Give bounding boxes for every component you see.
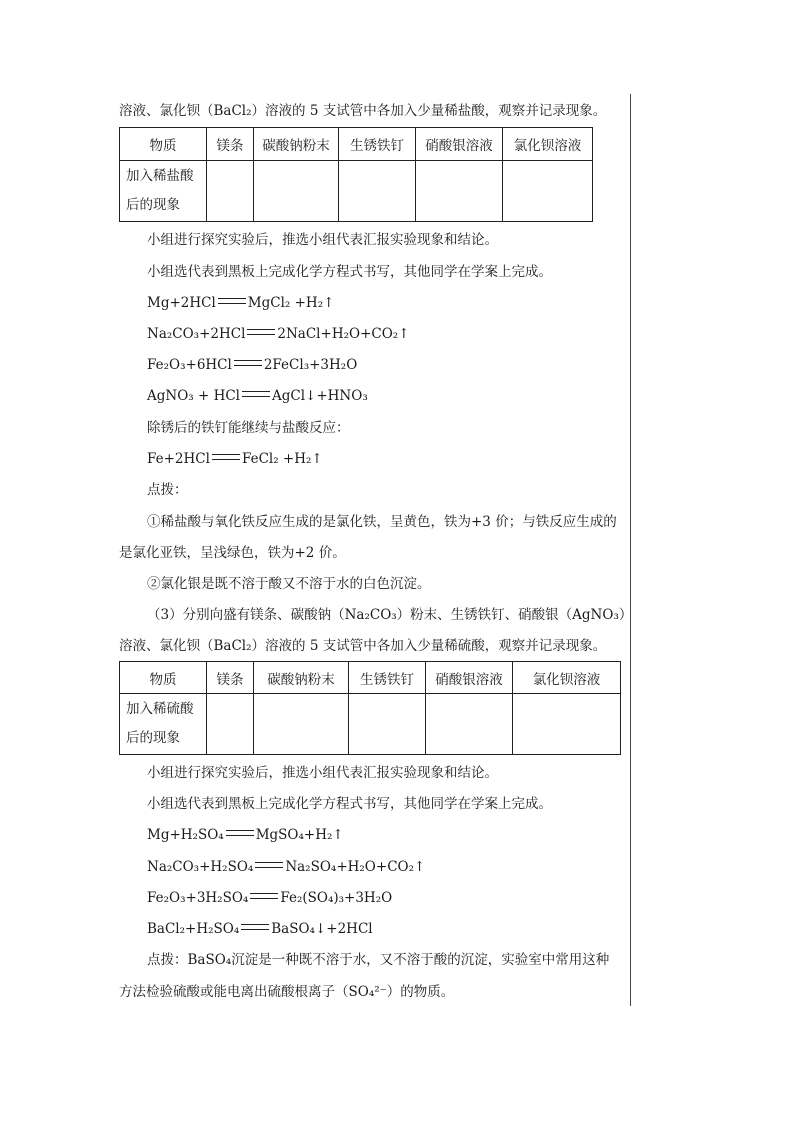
question-text: 溶液、氯化钡（BaCl₂）溶液的 5 支试管中各加入少量稀硫酸，观察并记录现象。 (119, 638, 607, 654)
table-row-label: 加入稀硫酸 后的现象 (120, 694, 207, 755)
hint-text: ②氯化银是既不溶于酸又不溶于水的白色沉淀。 (147, 576, 431, 592)
equation: BaCl₂+H₂SO₄ BaSO₄↓+2HCl (147, 921, 373, 937)
paragraph: 小组选代表到黑板上完成化学方程式书写，其他同学在学案上完成。 (147, 264, 552, 280)
hint-label: 点拨： (147, 482, 188, 498)
table-cell (349, 694, 426, 755)
table-header: 氯化钡溶液 (513, 662, 621, 694)
table-cell (426, 694, 513, 755)
equation: Na₂CO₃+H₂SO₄ Na₂SO₄+H₂O+CO₂↑ (147, 859, 426, 875)
table-cell (254, 161, 339, 222)
table-header: 物质 (120, 128, 207, 161)
table-header: 镁条 (207, 662, 254, 694)
equation: Na₂CO₃+2HCl 2NaCl+H₂O+CO₂↑ (147, 326, 410, 342)
table-row-label: 加入稀盐酸 后的现象 (120, 161, 207, 222)
margin-rule (630, 94, 631, 1006)
table-header: 碳酸钠粉末 (254, 128, 339, 161)
paragraph: 除锈后的铁钉能继续与盐酸反应： (147, 420, 350, 436)
table-header: 镁条 (207, 128, 254, 161)
equation: Mg+2HCl MgCl₂ +H₂↑ (147, 295, 335, 311)
hint-text: ①稀盐酸与氧化铁反应生成的是氯化铁，呈黄色，铁为+3 价；与铁反应生成的 (147, 514, 617, 530)
table-header: 物质 (120, 662, 207, 694)
table-header: 硝酸银溶液 (416, 128, 503, 161)
equation: AgNO₃ + HCl AgCl↓+HNO₃ (147, 388, 368, 404)
paragraph: 小组进行探究实验后，推选小组代表汇报实验现象和结论。 (147, 765, 498, 781)
hydrochloric-acid-table (119, 127, 593, 222)
sulfuric-acid-table (119, 661, 621, 755)
table-cell (207, 694, 254, 755)
equation: Fe+2HCl FeCl₂ +H₂↑ (147, 451, 323, 467)
table-header: 生锈铁钉 (349, 662, 426, 694)
hint-text: 是氯化亚铁，呈浅绿色，铁为+2 价。 (119, 545, 346, 561)
table-cell (513, 694, 621, 755)
equation: Fe₂O₃+6HCl 2FeCl₃+3H₂O (147, 357, 358, 373)
equation: Fe₂O₃+3H₂SO₄ Fe₂(SO₄)₃+3H₂O (147, 890, 393, 906)
question-text: （3）分别向盛有镁条、碳酸钠（Na₂CO₃）粉末、生锈铁钉、硝酸银（AgNO₃） (147, 607, 633, 623)
equation: Mg+H₂SO₄ MgSO₄+H₂↑ (147, 827, 344, 843)
table-cell (503, 161, 593, 222)
table-header: 生锈铁钉 (339, 128, 416, 161)
table-cell (207, 161, 254, 222)
table-header: 氯化钡溶液 (503, 128, 593, 161)
hint-text: 方法检验硫酸或能电离出硫酸根离子（SO₄²⁻）的物质。 (119, 984, 455, 1000)
paragraph: 小组选代表到黑板上完成化学方程式书写，其他同学在学案上完成。 (147, 796, 552, 812)
table-cell (254, 694, 349, 755)
table-cell (416, 161, 503, 222)
table-header: 硝酸银溶液 (426, 662, 513, 694)
table-header: 碳酸钠粉末 (254, 662, 349, 694)
table-cell (339, 161, 416, 222)
paragraph: 小组进行探究实验后，推选小组代表汇报实验现象和结论。 (147, 232, 498, 248)
intro-text: 溶液、氯化钡（BaCl₂）溶液的 5 支试管中各加入少量稀盐酸，观察并记录现象。 (119, 103, 607, 119)
hint-text: 点拨：BaSO₄沉淀是一种既不溶于水，又不溶于酸的沉淀，实验室中常用这种 (147, 952, 610, 968)
